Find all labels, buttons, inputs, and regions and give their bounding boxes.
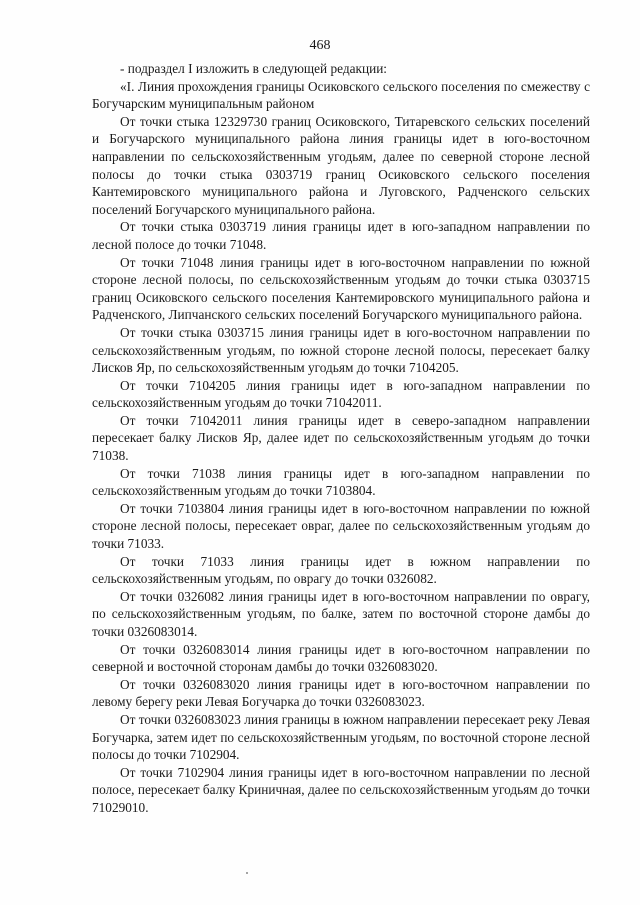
paragraph: От точки 7102904 линия границы идет в юго-восточном направлении по лесной полосе, пересекает балку Криничная, далее по сельскохозяйственным угодьям до точки 71029010. — [92, 764, 590, 815]
paragraph-intro: - подраздел I изложить в следующей редакции: — [120, 61, 388, 76]
document-body — [92, 60, 590, 817]
paragraph: От точки стыка 0303719 линия границы идет в юго-западном направлении по лесной полосе до точки 71048. — [92, 219, 590, 252]
paragraph: От точки 0326083023 линия границы в южном направлении пересекает реку Левая Богучарка, затем идет по сельскохозяйственным угодьям, по восточной стороне лесной полосы до точки 7102904. — [92, 711, 590, 763]
paragraph: От точки 71033 линия границы идет в южном направлении по сельскохозяйственным угодьям, по оврагу до точки 0326082. — [92, 553, 590, 587]
paragraph: От точки 71038 линия границы идет в юго-западном направлении по сельскохозяйственным угодьям до точки 7103804. — [92, 465, 590, 499]
paragraph: От точки стыка 12329730 границ Осиковского, Титаревского сельских поселений и Богучарского муниципального района линия границы идет в юго-восточном направлении по сельскохозяйственным угодьям, далее по северной стороне лесной полосы до точки стыка 0303719 границ Осиковского сельского поселения Кантемировского муниципального района и Луговского, Радченского сельских поселений Богучарского муниципального района. — [92, 113, 590, 217]
paragraph: От точки 0326083020 линия границы идет в юго-восточном направлении по левому берегу реки Левая Богучарка до точки 0326083023. — [92, 676, 590, 710]
paragraph: От точки 71048 линия границы идет в юго-восточном направлении по южной стороне лесной полосы, по сельскохозяйственным угодьям до точки стыка 0303715 границ Осиковского сельского поселения Кантемировского муниципального района и Радченского, Липчанского сельских поселений Богучарского муниципального района. — [92, 254, 590, 323]
paragraph: От точки 7104205 линия границы идет в юго-западном направлении по сельскохозяйственным угодьям до точки 71042011. — [92, 377, 590, 411]
paragraph: От точки 0326083014 линия границы идет в юго-восточном направлении по северной и восточной сторонам дамбы до точки 0326083020. — [92, 641, 590, 675]
paragraph: От точки 71042011 линия границы идет в северо-западном направлении пересекает балку Лисков Яр, далее идет по сельскохозяйственным угодьям до точки 71038. — [92, 412, 590, 464]
paragraph: От точки 7103804 линия границы идет в юго-восточном направлении по южной стороне лесной полосы, пересекает овраг, далее по сельскохозяйственным угодьям до точки 71033. — [92, 500, 590, 552]
section-heading: «I. Линия прохождения границы Осиковского сельского поселения по смежеству с Богучарским муниципальным районом — [92, 78, 590, 112]
page-number: 468 — [309, 38, 331, 53]
paragraph: От точки стыка 0303715 линия границы идет в юго-восточном направлении по сельскохозяйственным угодьям, по южной стороне лесной полосы, пересекает балку Лисков Яр, по сельскохозяйственным угодьям до точки 7104205. — [92, 324, 590, 376]
paragraph: От точки 0326082 линия границы идет в юго-восточном направлении по оврагу, по сельскохозяйственным угодьям, по балке, затем по восточной стороне дамбы до точки 0326083014. — [92, 588, 590, 639]
scan-speck — [246, 872, 248, 874]
